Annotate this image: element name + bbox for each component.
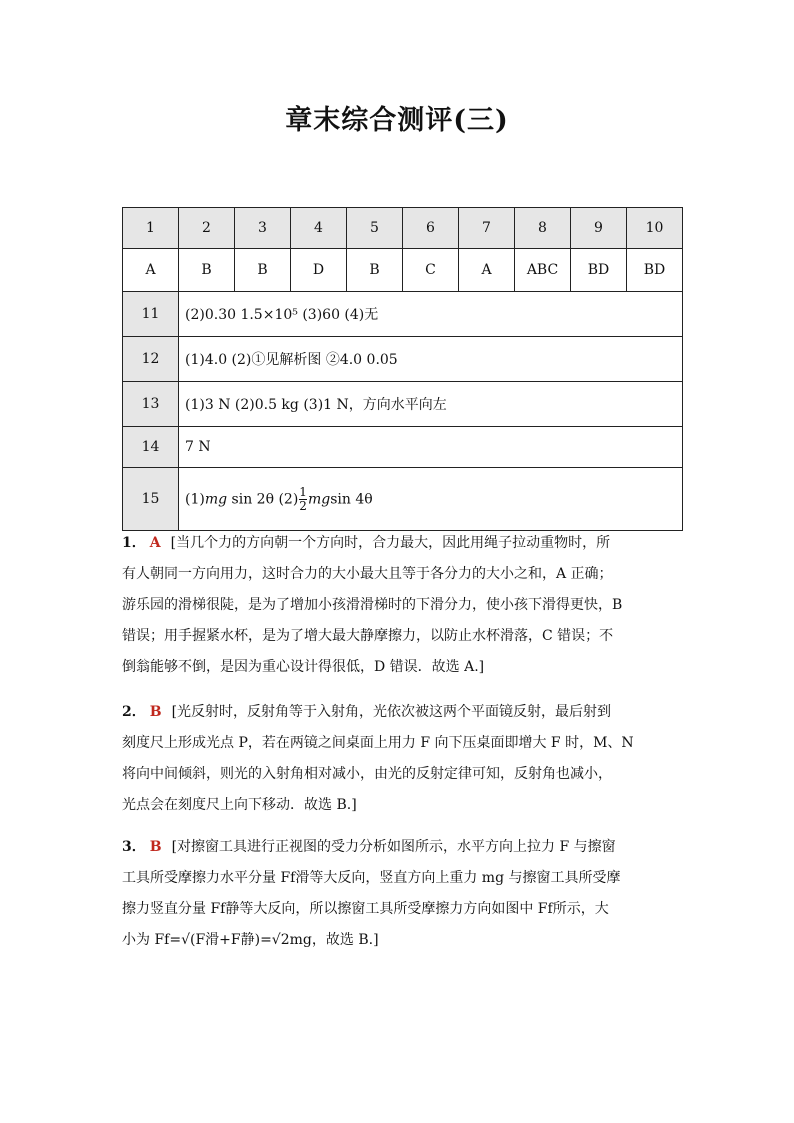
question-number-cell: 8 (515, 208, 571, 249)
solution-answer: A (149, 535, 161, 551)
fraction-denominator: 2 (299, 498, 307, 513)
solution-line: 小为 Ff=√(F滑+F静)=√2mg，故选 B.] (122, 932, 379, 948)
solution-text: [光反射时，反射角等于入射角，光依次被这两个平面镜反射，最后射到 (171, 704, 612, 720)
answer-content-cell: (1)4.0 (2)①见解析图 ②4.0 0.05 (179, 337, 683, 382)
question-number-cell: 13 (123, 382, 179, 427)
question-number-cell: 12 (123, 337, 179, 382)
question-number-cell: 10 (627, 208, 683, 249)
solution-line: 将向中间倾斜，则光的入射角相对减小，由光的反射定律可知，反射角也减小， (122, 766, 612, 782)
question-number-cell: 7 (459, 208, 515, 249)
question-number-cell: 2 (179, 208, 235, 249)
formula-text: mg (307, 491, 331, 507)
solution-1 (122, 528, 682, 683)
solution-number: 2． (122, 704, 146, 720)
answer-cell: B (235, 249, 291, 292)
answer-cell: A (123, 249, 179, 292)
answer-cell: BD (571, 249, 627, 292)
solution-text: [对擦窗工具进行正视图的受力分析如图所示，水平方向上拉力 F 与擦窗 (171, 839, 616, 855)
question-number-cell: 5 (347, 208, 403, 249)
solution-text: [当几个力的方向朝一个方向时，合力最大，因此用绳子拉动重物时，所 (170, 535, 611, 551)
table-row (123, 337, 683, 382)
solution-answer: B (149, 704, 162, 720)
solution-line: 有人朝同一方向用力，这时合力的大小最大且等于各分力的大小之和，A 正确； (122, 566, 613, 582)
question-number-cell: 15 (123, 468, 179, 531)
question-number-cell: 14 (123, 427, 179, 468)
answer-content-cell: (2)0.30 1.5×10⁵ (3)60 (4)无 (179, 292, 683, 337)
table-row (123, 292, 683, 337)
answer-cell: C (403, 249, 459, 292)
formula-text: (1) (185, 491, 205, 507)
answer-cell: D (291, 249, 347, 292)
formula-text: sin 4θ (330, 491, 373, 507)
solution-line (122, 832, 682, 863)
answer-table (122, 207, 683, 531)
page-title: 章末综合测评(三) (285, 105, 509, 136)
answer-cell: ABC (515, 249, 571, 292)
solution-3 (122, 832, 682, 956)
question-number-cell: 3 (235, 208, 291, 249)
solution-line (122, 697, 682, 728)
table-row (123, 468, 683, 531)
solution-line: 光点会在刻度尺上向下移动．故选 B.] (122, 797, 357, 813)
answer-content-cell (179, 468, 683, 531)
formula-text: mg (204, 491, 228, 507)
question-number-cell: 11 (123, 292, 179, 337)
table-row (123, 427, 683, 468)
question-number-cell: 6 (403, 208, 459, 249)
solution-line: 刻度尺上形成光点 P，若在两镜之间桌面上用力 F 向下压桌面即增大 F 时，M、N (122, 735, 634, 751)
question-number-cell: 1 (123, 208, 179, 249)
solution-2 (122, 697, 682, 821)
solution-line: 错误；用手握紧水杯，是为了增大最大静摩擦力，以防止水杯滑落，C 错误；不 (122, 628, 614, 644)
answer-content-cell: 7 N (179, 427, 683, 468)
fraction (299, 486, 307, 513)
formula-text: sin 2θ (2) (227, 491, 299, 507)
solution-line: 擦力竖直分量 Ff静等大反向，所以擦窗工具所受摩擦力方向如图中 Ff所示，大 (122, 901, 609, 917)
answer-cell: B (179, 249, 235, 292)
solution-answer: B (149, 839, 162, 855)
solution-line: 工具所受摩擦力水平分量 Ff滑等大反向，竖直方向上重力 mg 与擦窗工具所受摩 (122, 870, 621, 886)
solution-line: 游乐园的滑梯很陡，是为了增加小孩滑滑梯时的下滑分力，使小孩下滑得更快，B (122, 597, 623, 613)
table-header-row (123, 208, 683, 249)
solution-line: 倒翁能够不倒，是因为重心设计得很低，D 错误．故选 A.] (122, 659, 485, 675)
table-answer-row (123, 249, 683, 292)
answer-cell: BD (627, 249, 683, 292)
table-row (123, 382, 683, 427)
question-number-cell: 9 (571, 208, 627, 249)
fraction-numerator: 1 (299, 484, 307, 499)
question-number-cell: 4 (291, 208, 347, 249)
solution-number: 1． (122, 535, 146, 551)
answer-cell: A (459, 249, 515, 292)
solution-number: 3． (122, 839, 146, 855)
solution-line (122, 528, 682, 559)
answer-cell: B (347, 249, 403, 292)
answer-content-cell: (1)3 N (2)0.5 kg (3)1 N，方向水平向左 (179, 382, 683, 427)
